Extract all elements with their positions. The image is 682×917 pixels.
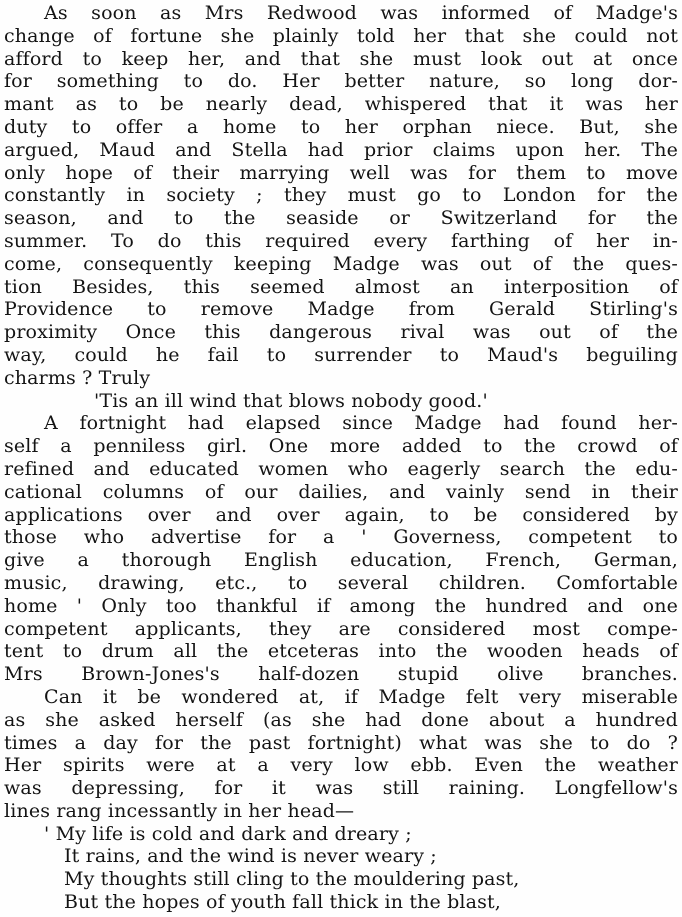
- text-line: afford to keep her, and that she must look out at once: [4, 47, 678, 70]
- text-line: Can it be wondered at, if Madge felt very miserable: [44, 685, 678, 708]
- text-line: It rains, and the wind is never weary ;: [64, 845, 437, 868]
- text-line: applications over and over again, to be considered by: [4, 503, 678, 526]
- text-line: Mrs Brown-Jones's half-dozen stupid olive branches.: [4, 663, 678, 686]
- text-line: change of fortune she plainly told her that she could not: [4, 24, 678, 47]
- text-line: lines rang incessantly in her head—: [4, 799, 355, 822]
- text-line: duty to offer a home to her orphan niece. But, she: [4, 115, 678, 138]
- text-line: charms ? Truly: [4, 366, 151, 389]
- text-line: tent to drum all the etceteras into the wooden heads of: [4, 640, 678, 663]
- text-line: for something to do. Her better nature, so long dor-: [4, 70, 678, 93]
- text-line: those who advertise for a ' Governess, competent to: [4, 526, 678, 549]
- text-line: music, drawing, etc., to several children. Comfortable: [4, 571, 678, 594]
- text-line: Her spirits were at a very low ebb. Even the weather: [4, 754, 678, 777]
- text-line: My thoughts still cling to the mouldering past,: [64, 868, 520, 891]
- text-line: cational columns of our dailies, and vainly send in their: [4, 480, 678, 503]
- article-column: [4, 2, 678, 914]
- text-line: summer. To do this required every farthing of her in-: [4, 229, 678, 252]
- text-line: self a penniless girl. One more added to the crowd of: [4, 435, 678, 458]
- text-line: constantly in society ; they must go to London for the: [4, 184, 678, 207]
- text-line: home ' Only too thankful if among the hundred and one: [4, 594, 678, 617]
- text-line: only hope of their marrying well was for them to move: [4, 161, 678, 184]
- text-line: argued, Maud and Stella had prior claims upon her. The: [4, 138, 678, 161]
- text-line: way, could he fail to surrender to Maud's beguiling: [4, 343, 678, 366]
- text-line: refined and educated women who eagerly search the edu-: [4, 457, 678, 480]
- text-line: was depressing, for it was still raining. Longfellow's: [4, 777, 678, 800]
- text-line: tion Besides, this seemed almost an interposition of: [4, 275, 678, 298]
- text-line: Providence to remove Madge from Gerald Stirling's: [4, 298, 678, 321]
- text-line: But the hopes of youth fall thick in the blast,: [64, 891, 501, 914]
- text-line: season, and to the seaside or Switzerland for the: [4, 207, 678, 230]
- text-line: 'Tis an ill wind that blows nobody good.': [94, 389, 488, 412]
- text-line: As soon as Mrs Redwood was informed of Madge's: [44, 2, 678, 24]
- text-line: as she asked herself (as she had done about a hundred: [4, 708, 678, 731]
- text-line: proximity Once this dangerous rival was out of the: [4, 321, 678, 344]
- text-line: give a thorough English education, French, German,: [4, 549, 678, 572]
- text-line: ' My life is cold and dark and dreary ;: [44, 822, 412, 845]
- text-line: A fortnight had elapsed since Madge had found her-: [44, 412, 678, 435]
- text-line: times a day for the past fortnight) what was she to do ?: [4, 731, 678, 754]
- text-line: mant as to be nearly dead, whispered that it was her: [4, 93, 678, 116]
- text-line: come, consequently keeping Madge was out of the ques-: [4, 252, 678, 275]
- text-line: competent applicants, they are considered most compe-: [4, 617, 678, 640]
